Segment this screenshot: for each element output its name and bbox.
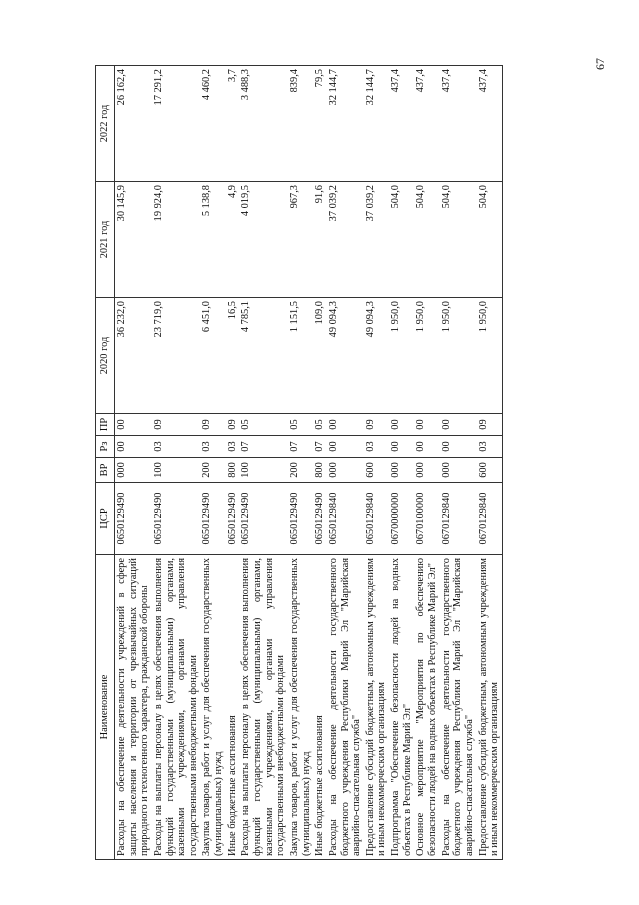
cell-y2021: 504,0 [414, 182, 439, 298]
cell-rz: 00 [440, 436, 477, 458]
cell-csr: 0650129490 [226, 483, 240, 555]
cell-y2022: 32 144,7 [327, 66, 364, 182]
cell-pr: 09 [364, 414, 389, 436]
cell-y2020: 49 094,3 [364, 298, 389, 414]
cell-pr: 05 [239, 414, 288, 436]
cell-name: Расходы на обеспечение деятельности учреждений в сфере защиты населения и территории от чрезвычайных ситуаций природного и техногенного характера, гражданской обороны [115, 555, 152, 860]
cell-y2020: 23 719,0 [152, 298, 201, 414]
cell-y2021: 4 019,5 [239, 182, 288, 298]
header-pr: ПР [96, 414, 115, 436]
cell-name: Основное мероприятие "Мероприятия по обеспечению безопасности людей на водных объектах в Республике Марий Эл" [414, 555, 439, 860]
cell-rz: 07 [288, 436, 313, 458]
cell-csr: 0650129490 [152, 483, 201, 555]
cell-y2021: 4,9 [226, 182, 240, 298]
cell-y2022: 4 460,2 [200, 66, 225, 182]
page-number: 67 [593, 58, 607, 70]
cell-name: Закупка товаров, работ и услуг для обеспечения государственных (муниципальных) нужд [288, 555, 313, 860]
cell-y2021: 5 138,8 [200, 182, 225, 298]
cell-vr: 200 [288, 458, 313, 483]
cell-y2020: 4 785,1 [239, 298, 288, 414]
cell-y2021: 30 145,9 [115, 182, 152, 298]
cell-csr: 0650129840 [364, 483, 389, 555]
cell-csr: 0650129490 [313, 483, 327, 555]
cell-pr: 00 [414, 414, 439, 436]
cell-vr: 800 [313, 458, 327, 483]
cell-vr: 000 [327, 458, 364, 483]
cell-y2022: 79,5 [313, 66, 327, 182]
cell-y2022: 3,7 [226, 66, 240, 182]
cell-rz: 03 [200, 436, 225, 458]
cell-name: Расходы на выплаты персоналу в целях обеспечения выполнения функций государственными (муниципальными) органами, казенными учреждениями, органами управления государственными внебюджетными фондами [152, 555, 201, 860]
cell-vr: 100 [152, 458, 201, 483]
table-header-row [96, 66, 115, 860]
cell-name: Расходы на обеспечение деятельности государственного бюджетного учреждения Республики Марий Эл "Марийская аварийно-спасательная служба" [327, 555, 364, 860]
cell-rz: 03 [152, 436, 201, 458]
cell-vr: 000 [414, 458, 439, 483]
cell-rz: 00 [414, 436, 439, 458]
table-row [364, 66, 389, 860]
cell-pr: 00 [327, 414, 364, 436]
cell-y2020: 16,5 [226, 298, 240, 414]
header-vr: ВР [96, 458, 115, 483]
cell-pr: 00 [440, 414, 477, 436]
cell-y2020: 49 094,3 [327, 298, 364, 414]
budget-table-rotated [95, 65, 612, 860]
cell-pr: 09 [226, 414, 240, 436]
cell-csr: 0650129840 [327, 483, 364, 555]
cell-y2020: 1 950,0 [414, 298, 439, 414]
cell-rz: 00 [115, 436, 152, 458]
cell-vr: 600 [364, 458, 389, 483]
cell-y2020: 6 451,0 [200, 298, 225, 414]
cell-y2021: 37 039,2 [364, 182, 389, 298]
cell-pr: 00 [115, 414, 152, 436]
header-2021: 2021 год [96, 182, 115, 298]
cell-csr: 0670129840 [440, 483, 477, 555]
cell-y2022: 437,4 [440, 66, 477, 182]
cell-rz: 03 [364, 436, 389, 458]
cell-vr: 000 [440, 458, 477, 483]
cell-csr: 0650129490 [239, 483, 288, 555]
cell-y2022: 32 144,7 [364, 66, 389, 182]
cell-pr: 09 [200, 414, 225, 436]
cell-name: Подпрограмма "Обеспечение безопасности людей на водных объектах в Республике Марий Эл" [389, 555, 414, 860]
cell-pr: 00 [389, 414, 414, 436]
cell-csr: 0670100000 [414, 483, 439, 555]
table-row [226, 66, 240, 860]
cell-y2021: 504,0 [389, 182, 414, 298]
table-row [152, 66, 201, 860]
table-row [239, 66, 288, 860]
header-2020: 2020 год [96, 298, 115, 414]
cell-csr: 0650129490 [115, 483, 152, 555]
cell-y2022: 26 162,4 [115, 66, 152, 182]
cell-y2022: 437,4 [389, 66, 414, 182]
cell-pr: 05 [313, 414, 327, 436]
cell-vr: 800 [226, 458, 240, 483]
cell-y2022: 3 488,3 [239, 66, 288, 182]
cell-rz: 00 [389, 436, 414, 458]
cell-y2020: 1 950,0 [389, 298, 414, 414]
table-row [327, 66, 364, 860]
cell-y2020: 36 232,0 [115, 298, 152, 414]
cell-name: Закупка товаров, работ и услуг для обеспечения государственных (муниципальных) нужд [200, 555, 225, 860]
cell-y2022: 839,4 [288, 66, 313, 182]
cell-csr: 0670129840 [477, 483, 503, 555]
cell-y2021: 19 924,0 [152, 182, 201, 298]
table-row [414, 66, 439, 860]
header-name: Наименование [96, 555, 115, 860]
table-row [200, 66, 225, 860]
cell-csr: 0670000000 [389, 483, 414, 555]
cell-name: Предоставление субсидий бюджетным, автономным учреждениям и иным некоммерческим организациям [364, 555, 389, 860]
cell-y2021: 504,0 [477, 182, 503, 298]
header-csr: ЦСР [96, 483, 115, 555]
cell-vr: 000 [115, 458, 152, 483]
cell-y2020: 1 950,0 [440, 298, 477, 414]
cell-y2022: 437,4 [414, 66, 439, 182]
cell-vr: 100 [239, 458, 288, 483]
cell-pr: 09 [477, 414, 503, 436]
table-body [115, 66, 503, 860]
cell-pr: 09 [152, 414, 201, 436]
header-rz: Рз [96, 436, 115, 458]
header-2022: 2022 год [96, 66, 115, 182]
cell-y2020: 1 950,0 [477, 298, 503, 414]
cell-y2020: 1 151,5 [288, 298, 313, 414]
cell-y2021: 504,0 [440, 182, 477, 298]
table-row [440, 66, 477, 860]
cell-csr: 0650129490 [200, 483, 225, 555]
cell-csr: 0650129490 [288, 483, 313, 555]
cell-y2021: 91,6 [313, 182, 327, 298]
table-row [313, 66, 327, 860]
cell-name: Предоставление субсидий бюджетным, автономным учреждениям и иным некоммерческим организациям [477, 555, 503, 860]
cell-rz: 07 [313, 436, 327, 458]
cell-name: Иные бюджетные ассигнования [226, 555, 240, 860]
table-row [115, 66, 152, 860]
cell-rz: 03 [477, 436, 503, 458]
cell-y2021: 967,3 [288, 182, 313, 298]
cell-vr: 600 [477, 458, 503, 483]
budget-table [95, 65, 503, 860]
cell-name: Иные бюджетные ассигнования [313, 555, 327, 860]
cell-y2022: 17 291,2 [152, 66, 201, 182]
cell-rz: 07 [239, 436, 288, 458]
cell-pr: 05 [288, 414, 313, 436]
table-row [288, 66, 313, 860]
cell-name: Расходы на выплаты персоналу в целях обеспечения выполнения функций государственными (муниципальными) органами, казенными учреждениями, органами управления государственными внебюджетными фондами [239, 555, 288, 860]
cell-rz: 03 [226, 436, 240, 458]
cell-y2022: 437,4 [477, 66, 503, 182]
cell-rz: 00 [327, 436, 364, 458]
cell-y2021: 37 039,2 [327, 182, 364, 298]
cell-vr: 000 [389, 458, 414, 483]
cell-name: Расходы на обеспечение деятельности государственного бюджетного учреждения Республики Марий Эл "Марийская аварийно-спасательная служба" [440, 555, 477, 860]
table-row [477, 66, 503, 860]
cell-vr: 200 [200, 458, 225, 483]
table-row [389, 66, 414, 860]
cell-y2020: 109,0 [313, 298, 327, 414]
